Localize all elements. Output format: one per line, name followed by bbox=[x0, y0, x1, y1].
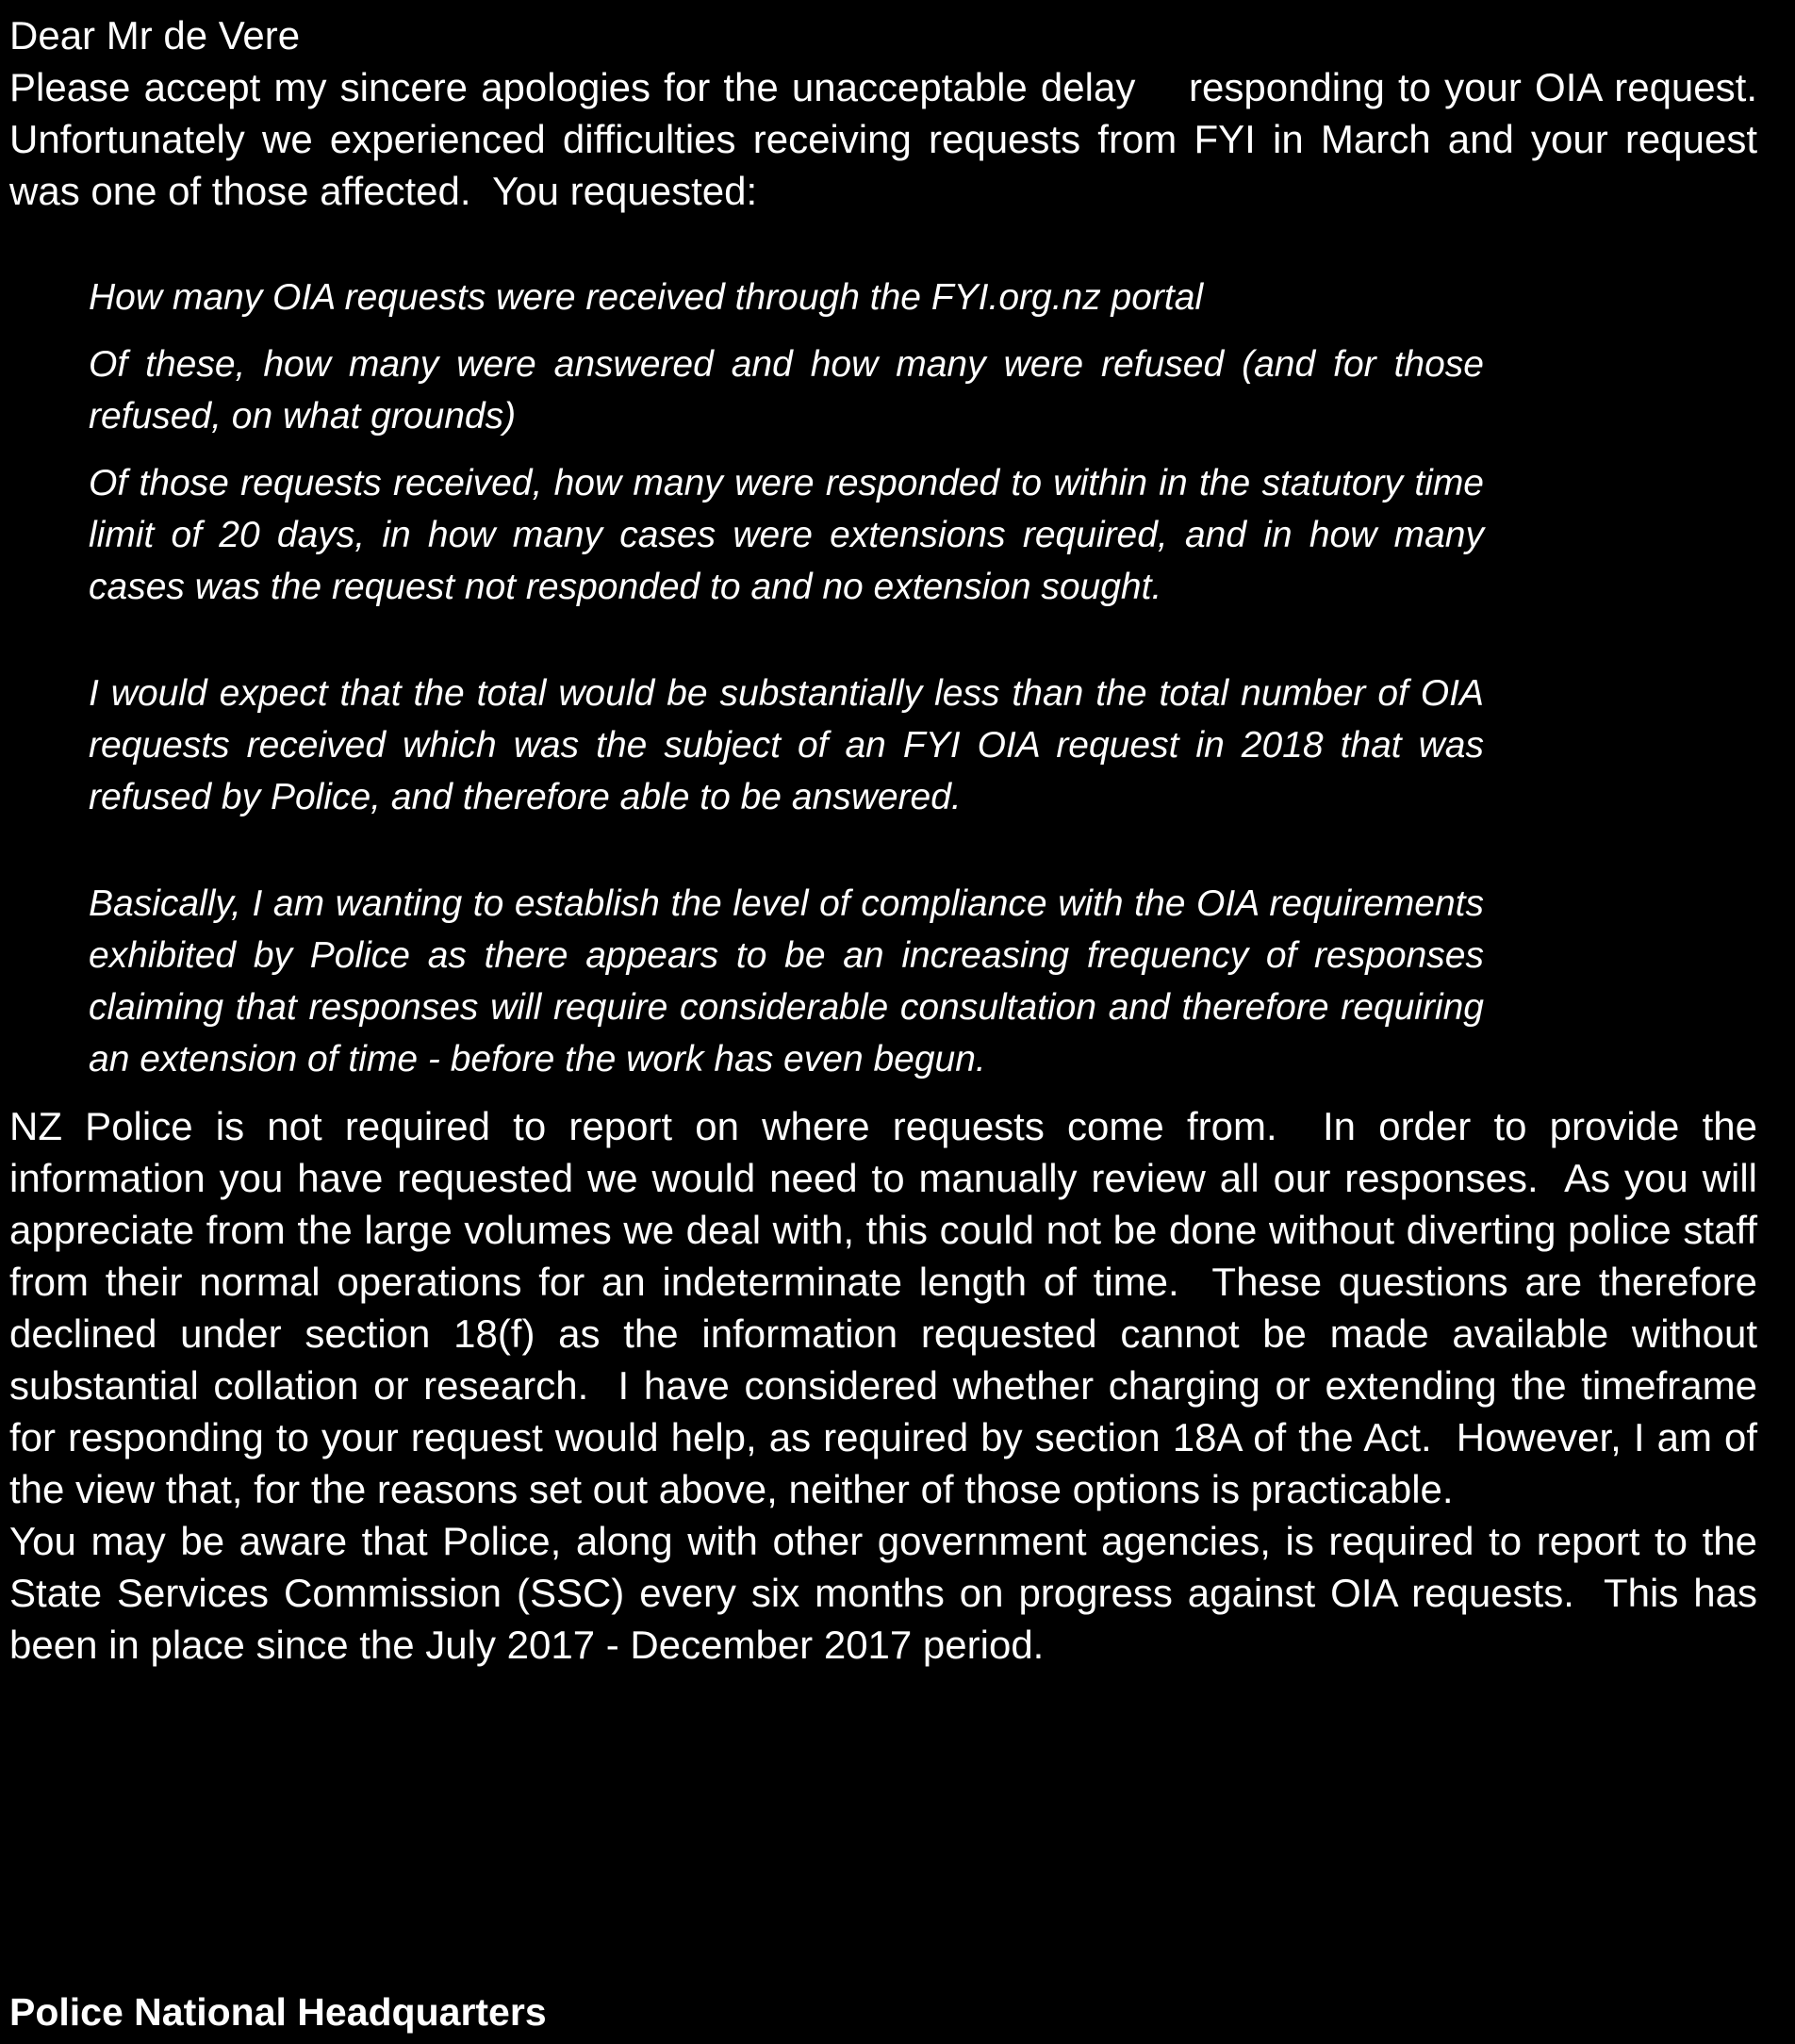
intro-paragraph: Please accept my sincere apologies for the unacceptable delay responding to your OIA request. Unfortunately we experienced difficulties receiving requests from FYI in March and your request was one of those affected. You requested: bbox=[9, 65, 1769, 213]
salutation: Dear Mr de Vere bbox=[9, 13, 301, 58]
footer-heading: Police National Headquarters bbox=[9, 1990, 547, 2034]
quoted-request-block bbox=[89, 272, 1494, 1085]
quote-paragraph: Of those requests received, how many were responded to within in the statutory time limit of 20 days, in how many cases were extensions required, and in how many cases was the request not responded to and no extension sought. bbox=[89, 463, 1494, 607]
quote-paragraph: How many OIA requests were received through the FYI.org.nz portal bbox=[89, 277, 1204, 318]
quote-paragraph: I would expect that the total would be substantially less than the total number of OIA requests received which was the subject of an FYI OIA request in 2018 that was refused by Police, and therefore able to be answered. bbox=[89, 673, 1494, 817]
quote-paragraph: Basically, I am wanting to establish the level of compliance with the OIA requirements exhibited by Police as there appears to be an increasing frequency of responses claiming that responses will require considerable consultation and therefore requiring an extension of time - before the work has even begun. bbox=[89, 883, 1494, 1080]
quote-paragraph: Of these, how many were answered and how many were refused (and for those refused, on what grounds) bbox=[89, 344, 1494, 437]
body-paragraph-decline: NZ Police is not required to report on where requests come from. In order to provide the information you have requested we would need to manually review all our responses. As you will appreciate from the large volumes we deal with, this could not be done without diverting police staff from their normal operations for an indeterminate length of time. These questions are therefore declined under section 18(f) as the information requested cannot be made available without substantial collation or research. I have considered whether charging or extending the timeframe for responding to your request would help, as required by section 18A of the Act. However, I am of the view that, for the reasons set out above, neither of those options is practicable. bbox=[9, 1104, 1769, 1511]
body-paragraph-ssc-reporting: You may be aware that Police, along with other government agencies, is required to report to the State Services Commission (SSC) every six months on progress against OIA requests. This has been in place since the July 2017 - December 2017 period. bbox=[9, 1519, 1769, 1667]
